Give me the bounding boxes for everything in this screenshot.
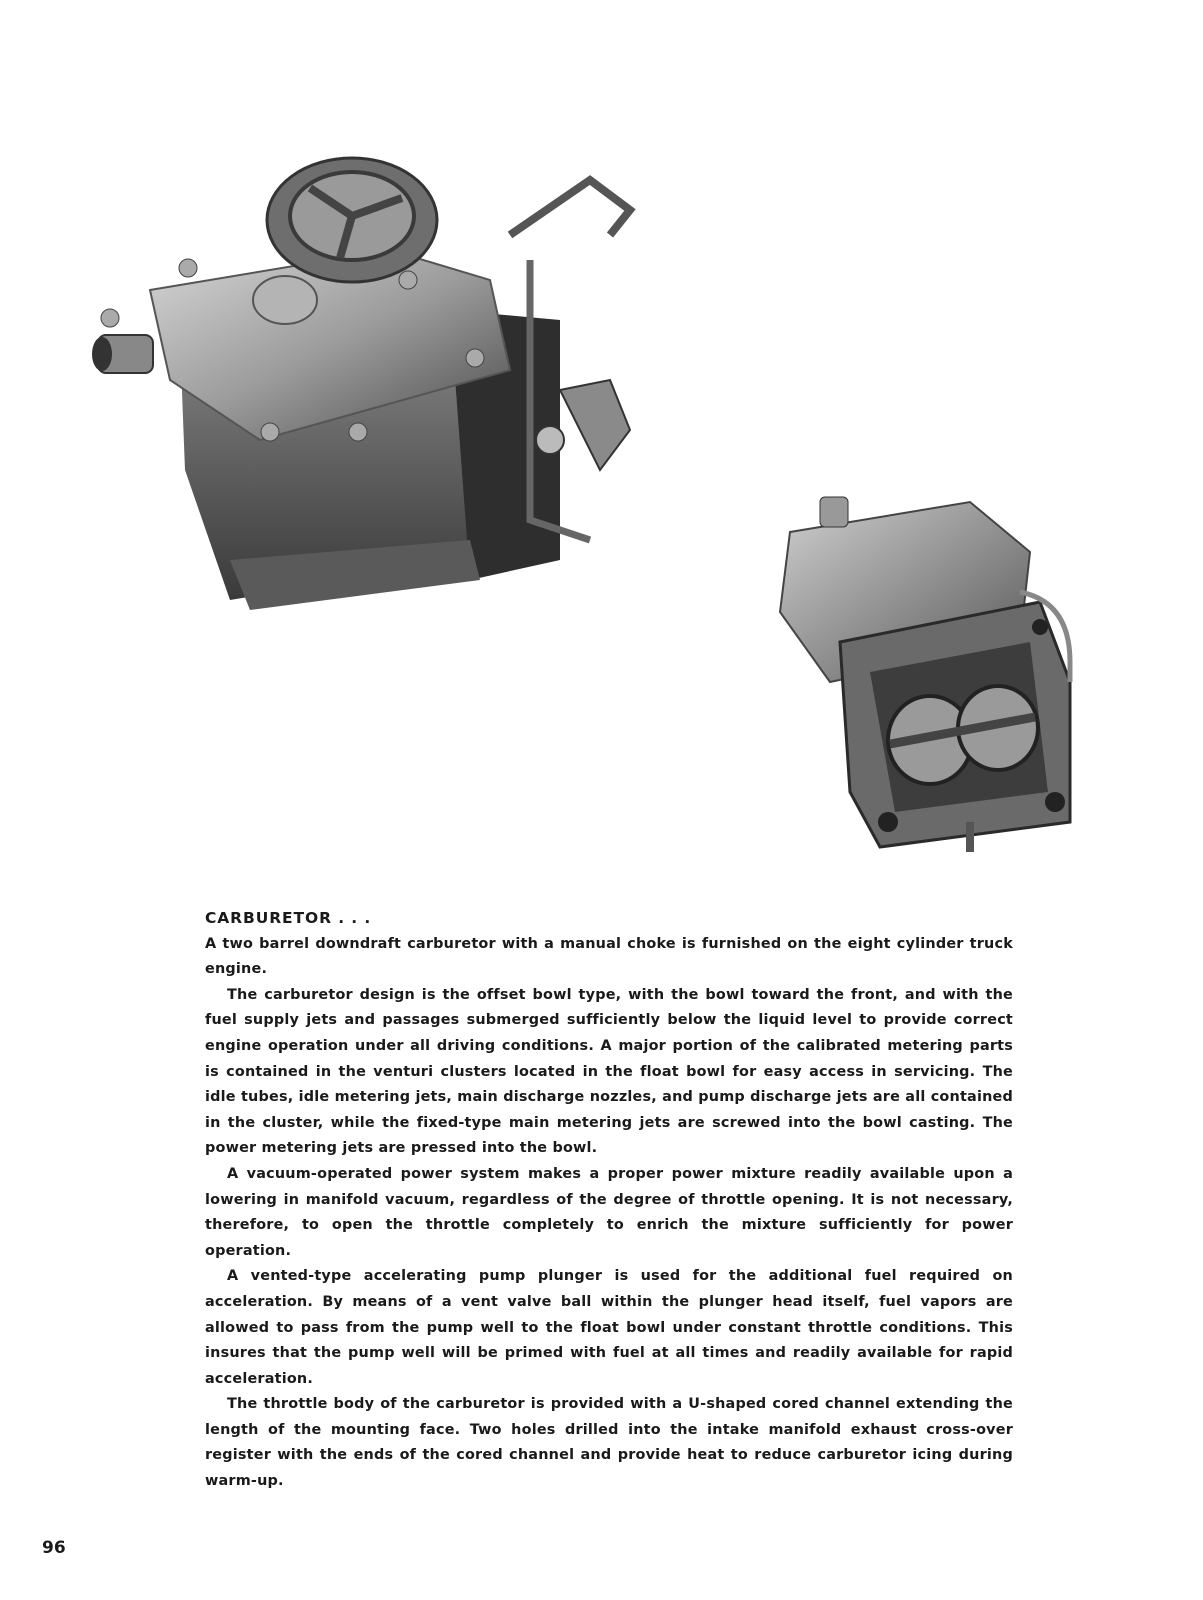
paragraph: A two barrel downdraft carburetor with a manual choke is furnished on the eight cylinder truck engine. xyxy=(205,935,1013,978)
paragraph: The throttle body of the carburetor is provided with a U-shaped cored channel extending the length of the mounting face. Two holes drilled into the intake manifold exhaust cross-over register with the ends of the cored channel and provide heat to reduce carburetor icing during warm-up. xyxy=(205,1396,1013,1490)
carburetor-top-photo xyxy=(90,140,690,620)
section-heading: CARBURETOR . . . xyxy=(205,909,372,927)
paragraph: The carburetor design is the offset bowl type, with the bowl toward the front, and with the fuel supply jets and passages submerged sufficiently below the liquid level to provide correct engine operation under all driving conditions. A major portion of the calibrated metering parts is contained in the venturi clusters located in the float bowl for easy access in servicing. The idle tubes, idle metering jets, main discharge nozzles, and pump discharge jets are all contained in the cluster, while the fixed-type main metering jets are screwed into the bowl casting. The power metering jets are pressed into the bowl. xyxy=(205,986,1013,1157)
page-number: 96 xyxy=(42,1538,66,1558)
paragraph: A vacuum-operated power system makes a proper power mixture readily available upon a lowering in manifold vacuum, regardless of the degree of throttle opening. It is not necessary, therefore, to open the throttle completely to enrich the mixture sufficiently for power operation. xyxy=(205,1165,1013,1259)
paragraph: A vented-type accelerating pump plunger is used for the additional fuel required on acceleration. By means of a vent valve ball within the plunger head itself, fuel vapors are allowed to pass from the pump well to the float bowl under constant throttle conditions. This insures that the pump well will be primed with fuel at all times and readily available for rapid acceleration. xyxy=(205,1268,1013,1387)
article-body xyxy=(205,906,1013,1495)
carburetor-throttle-body-photo xyxy=(770,492,1090,852)
